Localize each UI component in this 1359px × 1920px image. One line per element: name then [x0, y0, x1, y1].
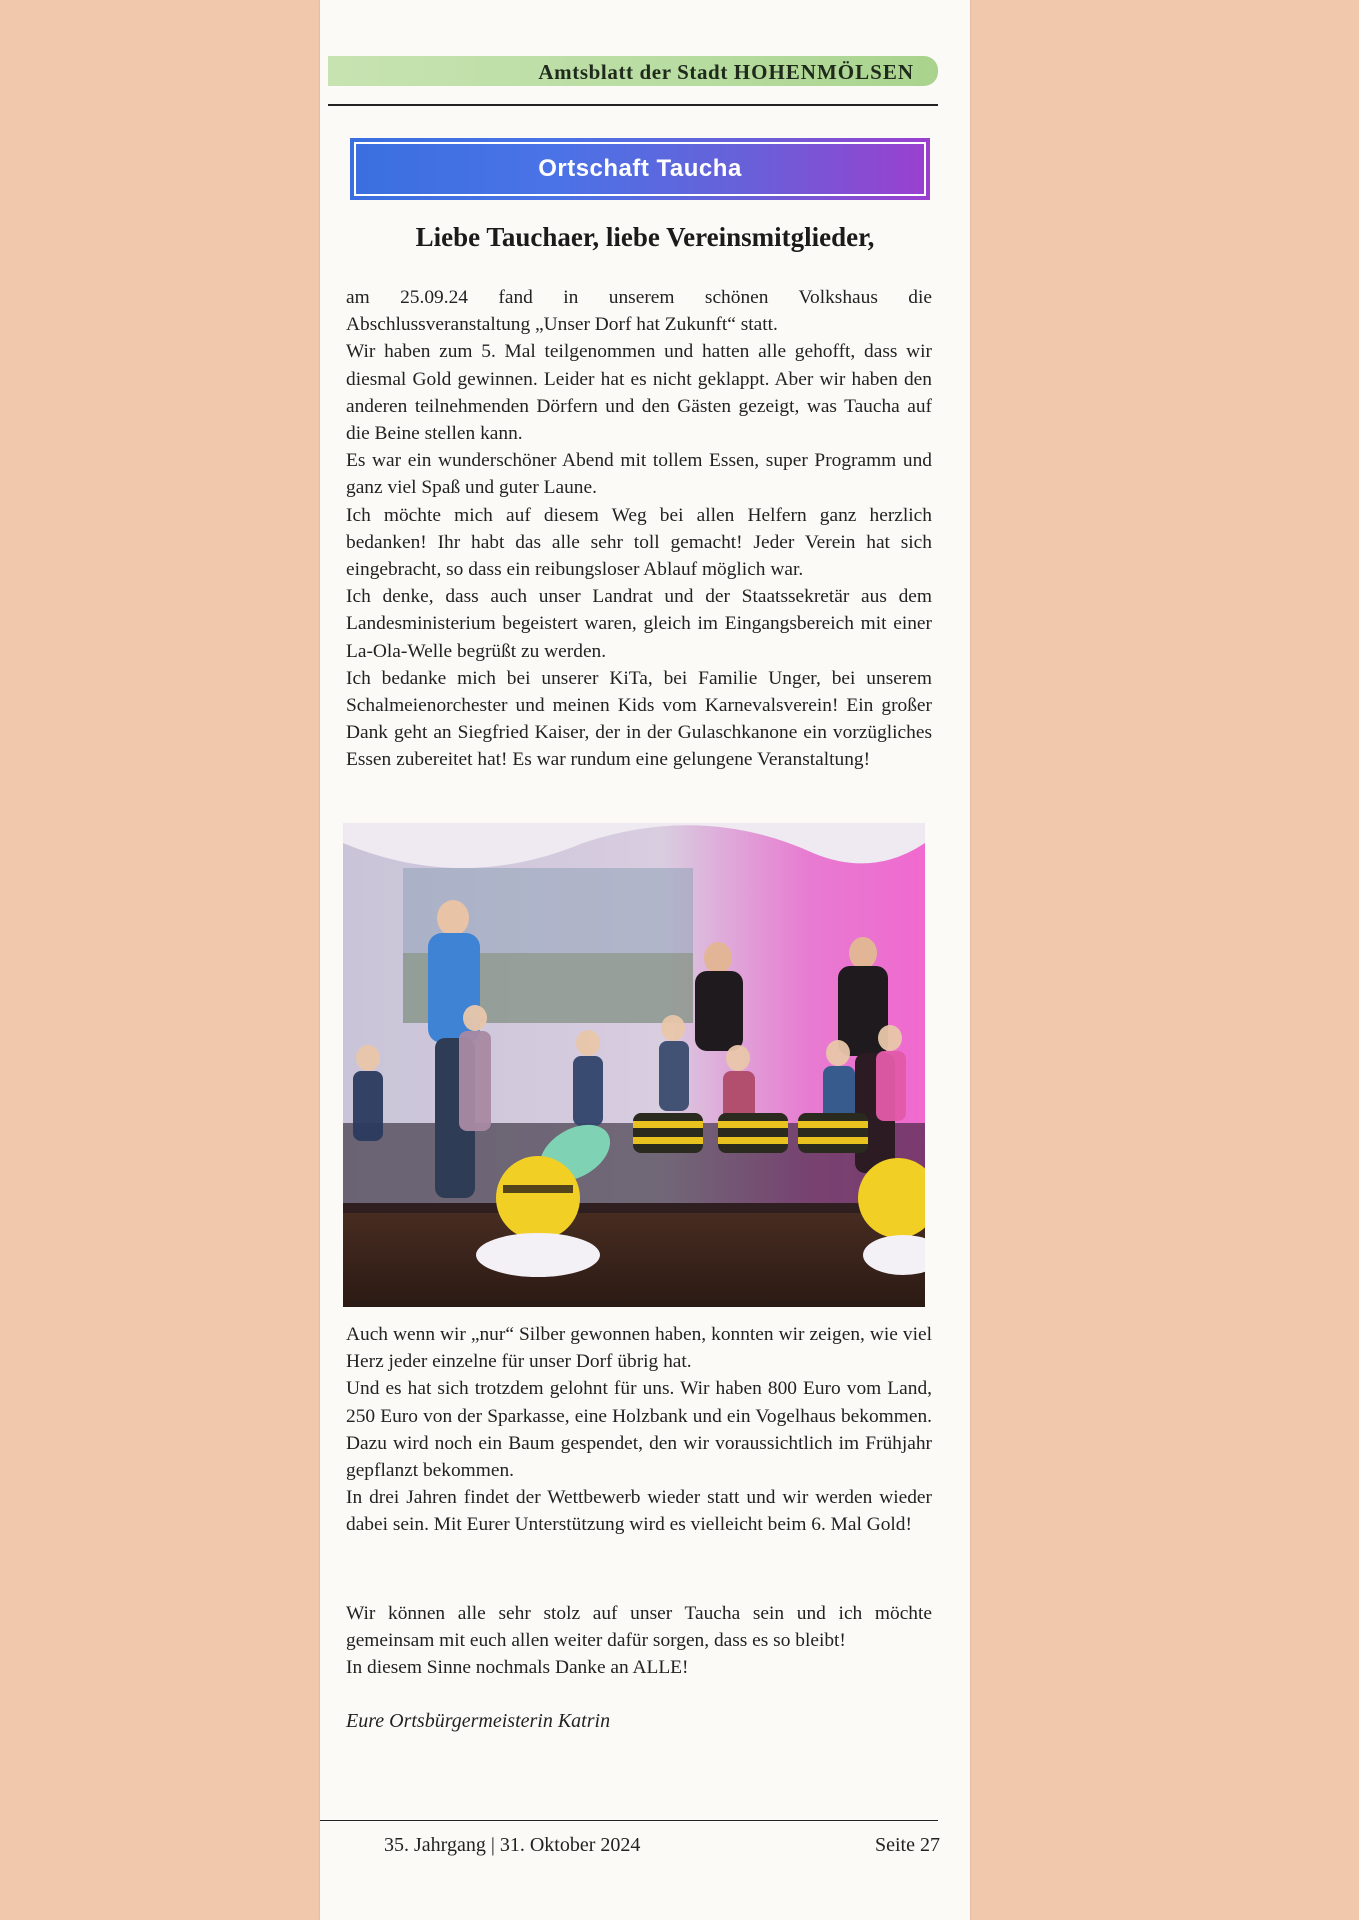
event-photo-illustration — [343, 823, 925, 1307]
masthead-city: HOHENMÖLSEN — [733, 60, 914, 84]
paragraph: In drei Jahren findet der Wettbewerb wieder statt und wir werden wieder dabei sein. Mit Eurer Unterstützung wird es vielleicht beim 6. Mal Gold! — [346, 1487, 932, 1536]
paragraph: Auch wenn wir „nur“ Silber gewonnen haben, konnten wir zeigen, wie viel Herz jeder einzelne für unser Dorf übrig hat. — [346, 1324, 932, 1373]
section-title: Ortschaft Taucha — [538, 155, 742, 182]
signature: Eure Ortsbürgermeisterin Katrin — [346, 1710, 611, 1732]
header-rule — [328, 104, 938, 106]
footer-issue: 35. Jahrgang | 31. Oktober 2024 — [384, 1834, 641, 1856]
paragraph: Ich möchte mich auf diesem Weg bei allen Helfern ganz herzlich bedanken! Ihr habt das alle sehr toll gemacht! Jeder Verein hat sich eingebracht, so dass ein reibungsloser Ablauf möglich war. — [346, 504, 932, 581]
section-banner-frame — [354, 142, 926, 196]
footer-rule — [320, 1820, 938, 1821]
paragraph: Es war ein wunderschöner Abend mit tollem Essen, super Programm und ganz viel Spaß und guter Laune. — [346, 450, 932, 499]
masthead-title — [538, 60, 914, 85]
article-body-closing — [346, 1600, 932, 1682]
paragraph: am 25.09.24 fand in unserem schönen Volkshaus die Abschlussveranstaltung „Unser Dorf hat Zukunft“ statt. — [346, 287, 932, 336]
footer-page-number: Seite 27 — [875, 1834, 940, 1856]
masthead — [328, 56, 938, 86]
paragraph: Wir können alle sehr stolz auf unser Taucha sein und ich möchte gemeinsam mit euch allen weiter dafür sorgen, dass es so bleibt! — [346, 1603, 932, 1652]
article-body-top — [346, 284, 932, 774]
event-photo — [343, 823, 925, 1307]
section-banner — [350, 138, 930, 200]
paragraph: In diesem Sinne nochmals Danke an ALLE! — [346, 1657, 689, 1679]
article-headline: Liebe Tauchaer, liebe Vereinsmitglieder, — [415, 222, 875, 252]
paragraph: Ich denke, dass auch unser Landrat und der Staatssekretär aus dem Landesministerium begeistert waren, gleich im Eingangsbereich mit einer La-Ola-Welle begrüßt zu werden. — [346, 586, 932, 662]
article-body-bottom — [346, 1321, 932, 1539]
paragraph: Wir haben zum 5. Mal teilgenommen und hatten alle gehofft, dass wir diesmal Gold gewinnen. Leider hat es nicht geklappt. Aber wir haben den anderen teilnehmenden Dörfern und den Gästen gezeigt, was Taucha auf die Beine stellen kann. — [346, 341, 932, 445]
paragraph: Ich bedanke mich bei unserer KiTa, bei Familie Unger, bei unserem Schalmeienorchester und meinen Kids vom Karnevalsverein! Ein großer Dank geht an Siegfried Kaiser, der in der Gulaschkanone ein vorzügliches Essen zubereitet hat! Es war rundum eine gelungene Veranstaltung! — [346, 667, 932, 771]
masthead-prefix: Amtsblatt der Stadt — [538, 60, 734, 84]
paragraph: Und es hat sich trotzdem gelohnt für uns. Wir haben 800 Euro vom Land, 250 Euro von der Sparkasse, eine Holzbank und ein Vogelhaus bekommen. Dazu wird noch ein Baum gespendet, den wir voraussichtlich im Frühjahr gepflanzt bekommen. — [346, 1378, 932, 1482]
newspaper-page — [320, 0, 970, 1920]
